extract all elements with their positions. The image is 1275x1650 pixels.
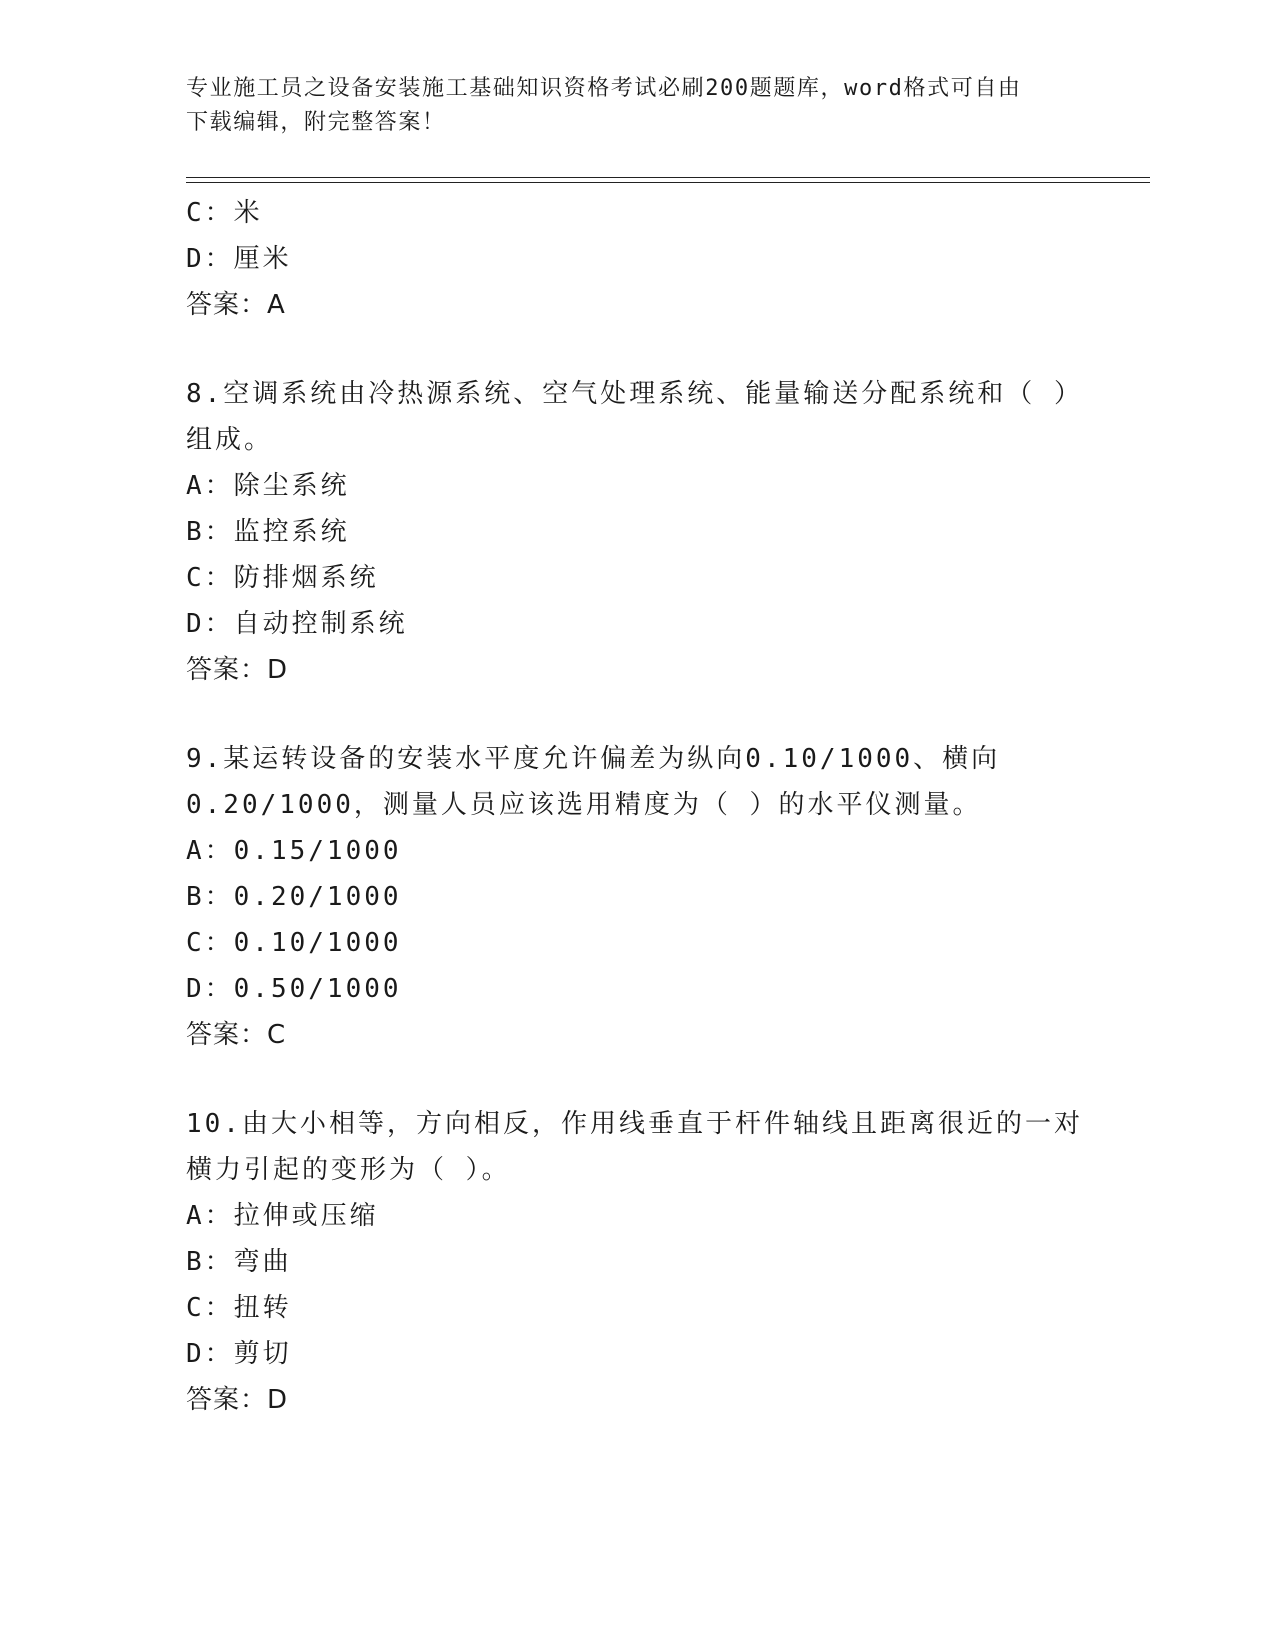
question-prev (186, 190, 1146, 328)
question-stem: 10.由大小相等，方向相反，作用线垂直于杆件轴线且距离很近的一对 (186, 1109, 1083, 1139)
option-a: A：拉伸或压缩 (186, 1201, 379, 1231)
option-c: C：扭转 (186, 1293, 292, 1323)
header-rule-bottom (186, 182, 1150, 183)
question-stem-cont: 横力引起的变形为（ ）。 (186, 1155, 511, 1185)
option-a: A：除尘系统 (186, 471, 350, 501)
question-8 (186, 371, 1146, 693)
answer: 答案：A (186, 290, 286, 320)
question-10 (186, 1101, 1146, 1423)
answer: 答案：D (186, 1385, 289, 1415)
document-body (186, 190, 1146, 1423)
option-c: C：0.10/1000 (186, 928, 402, 958)
option-b: B：监控系统 (186, 517, 350, 547)
option-c: C：防排烟系统 (186, 563, 379, 593)
answer: 答案：D (186, 655, 289, 685)
option-d: D：厘米 (186, 244, 292, 274)
option-b: B：0.20/1000 (186, 882, 402, 912)
option-a: A：0.15/1000 (186, 836, 402, 866)
option-d: D：自动控制系统 (186, 609, 408, 639)
question-stem-cont: 0.20/1000，测量人员应该选用精度为（ ）的水平仪测量。 (186, 790, 982, 820)
option-c: C：米 (186, 198, 263, 228)
header-rule-top (186, 177, 1150, 178)
header-line-1: 专业施工员之设备安装施工基础知识资格考试必刷200题题库，word格式可自由 (186, 76, 1022, 101)
option-d: D：0.50/1000 (186, 974, 402, 1004)
question-stem-cont: 组成。 (186, 425, 274, 455)
document-header (186, 72, 1086, 140)
option-b: B：弯曲 (186, 1247, 292, 1277)
answer: 答案：C (186, 1020, 287, 1050)
question-stem: 8.空调系统由冷热源系统、空气处理系统、能量输送分配系统和（ ） (186, 379, 1083, 409)
option-d: D：剪切 (186, 1339, 292, 1369)
question-9 (186, 736, 1146, 1058)
question-stem: 9.某运转设备的安装水平度允许偏差为纵向0.10/1000、横向 (186, 744, 1001, 774)
header-line-2: 下载编辑，附完整答案！ (186, 110, 446, 135)
